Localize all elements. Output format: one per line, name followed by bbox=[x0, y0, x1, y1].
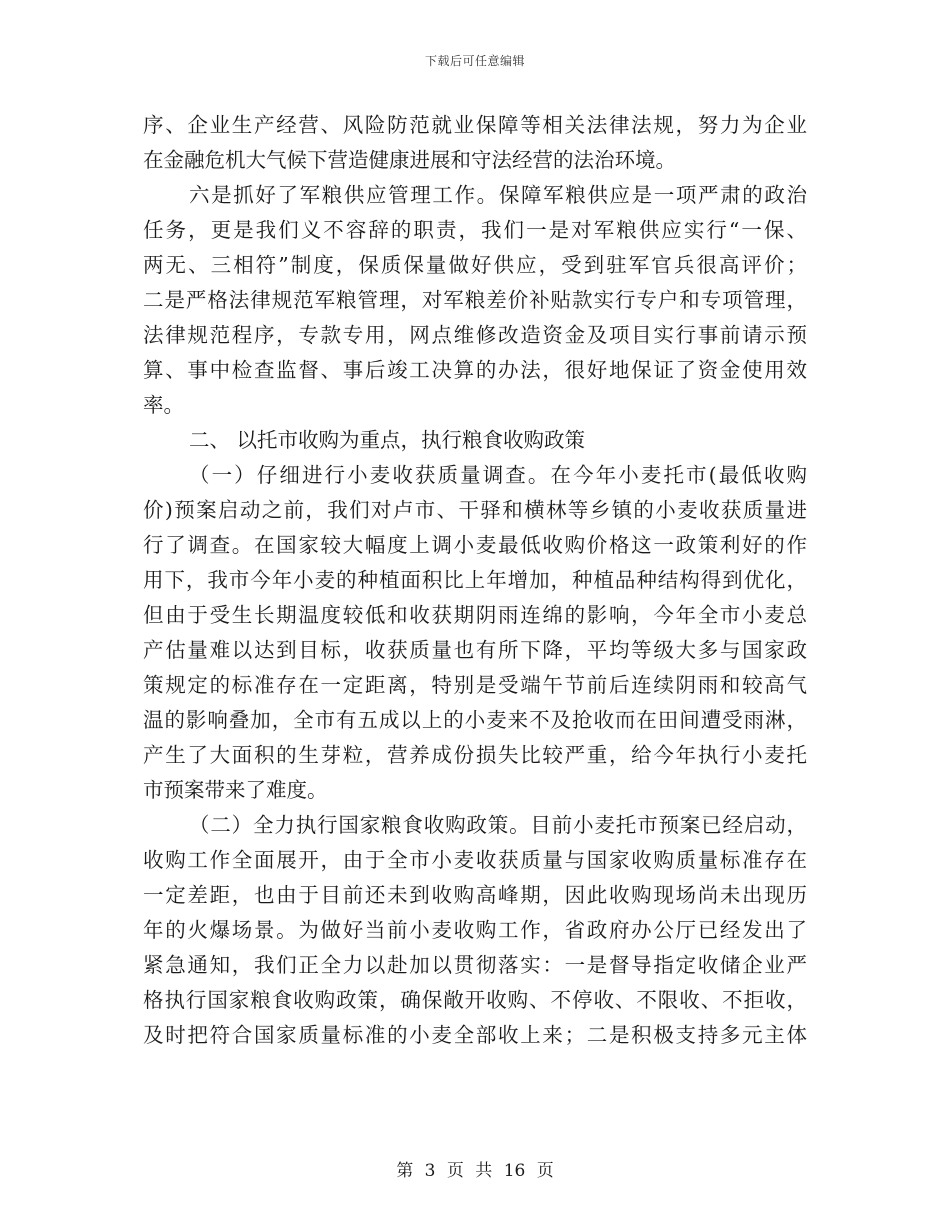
body-line: （一）仔细进行小麦收获质量调查。在今年小麦托市(最低收购 bbox=[189, 463, 807, 487]
page-header: 下载后可任意编辑 bbox=[424, 54, 525, 68]
document-body bbox=[143, 108, 807, 1053]
body-line: 市预案带来了难度。 bbox=[143, 778, 328, 802]
body-line: 一定差距，也由于目前还未到收购高峰期，因此收购现场尚未出现历 bbox=[143, 883, 807, 907]
body-line: 及时把符合国家质量标准的小麦全部收上来；二是积极支持多元主体 bbox=[143, 1023, 807, 1047]
body-line: 格执行国家粮食收购政策，确保敞开收购、不停收、不限收、不拒收， bbox=[143, 988, 807, 1012]
section-heading: 二、 以托市收购为重点，执行粮食收购政策 bbox=[189, 428, 586, 452]
body-line: 产生了大面积的生芽粒，营养成份损失比较严重，给今年执行小麦托 bbox=[143, 743, 807, 767]
body-line: 率。 bbox=[143, 393, 184, 417]
body-line: 行了调查。在国家较大幅度上调小麦最低收购价格这一政策利好的作 bbox=[143, 533, 807, 557]
page-footer: 第 3 页 共 16 页 bbox=[396, 1161, 554, 1181]
body-line: （二）全力执行国家粮食收购政策。目前小麦托市预案已经启动， bbox=[189, 813, 807, 837]
body-line: 法律规范程序，专款专用，网点维修改造资金及项目实行事前请示预 bbox=[143, 323, 807, 347]
body-line: 两无、三相符”制度，保质保量做好供应，受到驻军官兵很高评价； bbox=[143, 253, 807, 277]
body-line: 紧急通知，我们正全力以赴加以贯彻落实：一是督导指定收储企业严 bbox=[143, 953, 807, 977]
body-line: 六是抓好了军粮供应管理工作。保障军粮供应是一项严肃的政治 bbox=[189, 183, 807, 207]
body-line: 产估量难以达到目标，收获质量也有所下降，平均等级大多与国家政 bbox=[143, 638, 807, 662]
body-line: 二是严格法律规范军粮管理，对军粮差价补贴款实行专户和专项管理， bbox=[143, 288, 807, 312]
body-line: 年的火爆场景。为做好当前小麦收购工作，省政府办公厅已经发出了 bbox=[143, 918, 807, 942]
body-line: 任务，更是我们义不容辞的职责，我们一是对军粮供应实行“一保、 bbox=[143, 218, 807, 242]
body-line: 策规定的标准存在一定距离，特别是受端午节前后连续阴雨和较高气 bbox=[143, 673, 807, 697]
body-line: 在金融危机大气候下营造健康进展和守法经营的法治环境。 bbox=[143, 148, 676, 172]
body-line: 但由于受生长期温度较低和收获期阴雨连绵的影响，今年全市小麦总 bbox=[143, 603, 807, 627]
body-line: 收购工作全面展开，由于全市小麦收获质量与国家收购质量标准存在 bbox=[143, 848, 807, 872]
body-line: 序、企业生产经营、风险防范就业保障等相关法律法规，努力为企业 bbox=[143, 113, 807, 137]
body-line: 价)预案启动之前，我们对卢市、干驿和横林等乡镇的小麦收获质量进 bbox=[143, 498, 807, 522]
body-line: 算、事中检查监督、事后竣工决算的办法，很好地保证了资金使用效 bbox=[143, 358, 807, 382]
body-line: 用下，我市今年小麦的种植面积比上年增加，种植品种结构得到优化， bbox=[143, 568, 807, 592]
body-line: 温的影响叠加，全市有五成以上的小麦来不及抢收而在田间遭受雨淋， bbox=[143, 708, 807, 732]
